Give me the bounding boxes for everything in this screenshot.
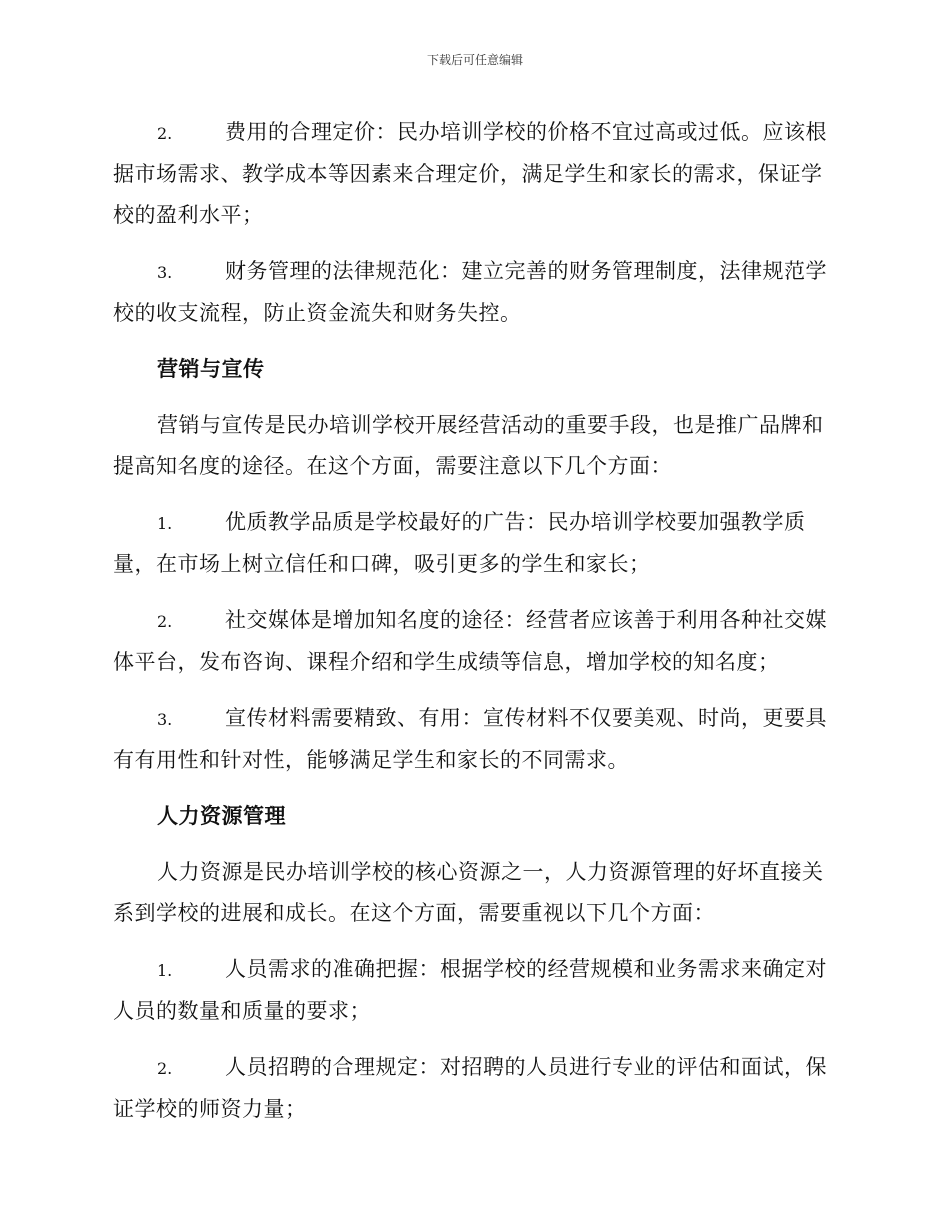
list-item (113, 112, 833, 236)
list-item-text: 宣传材料需要精致、有用：宣传材料不仅要美观、时尚，更要具有有用性和针对性，能够满足学生和家长的不同需求。 (113, 706, 827, 772)
list-item-text: 财务管理的法律规范化：建立完善的财务管理制度，法律规范学校的收支流程，防止资金流失和财务失控。 (113, 259, 827, 325)
list-number: 2. (157, 612, 173, 631)
section-heading: 营销与宣传 (157, 357, 265, 381)
list-item (113, 251, 833, 334)
list-item (113, 600, 833, 683)
list-number: 2. (157, 124, 173, 143)
list-number: 1. (157, 961, 173, 980)
list-number: 3. (157, 710, 173, 729)
list-item (113, 949, 833, 1032)
list-number: 2. (157, 1059, 173, 1078)
paragraph: 人力资源是民办培训学校的核心资源之一，人力资源管理的好坏直接关系到学校的进展和成长。在这个方面，需要重视以下几个方面： (113, 860, 824, 925)
list-item (113, 698, 833, 781)
page-header: 下载后可任意编辑 (426, 53, 523, 67)
list-item-text: 人员需求的准确把握：根据学校的经营规模和业务需求来确定对人员的数量和质量的要求； (113, 957, 827, 1023)
list-item-text: 社交媒体是增加知名度的途径：经营者应该善于利用各种社交媒体平台，发布咨询、课程介绍和学生成绩等信息，增加学校的知名度； (113, 608, 827, 674)
list-number: 3. (157, 263, 173, 282)
list-item (113, 502, 833, 585)
list-item-text: 费用的合理定价：民办培训学校的价格不宜过高或过低。应该根据市场需求、教学成本等因素来合理定价，满足学生和家长的需求，保证学校的盈利水平； (113, 120, 827, 227)
list-item-text: 优质教学品质是学校最好的广告：民办培训学校要加强教学质量，在市场上树立信任和口碑，吸引更多的学生和家长； (113, 510, 806, 576)
paragraph: 营销与宣传是民办培训学校开展经营活动的重要手段，也是推广品牌和提高知名度的途径。在这个方面，需要注意以下几个方面： (113, 413, 824, 478)
list-item-text: 人员招聘的合理规定：对招聘的人员进行专业的评估和面试，保证学校的师资力量； (113, 1055, 827, 1121)
section-heading: 人力资源管理 (157, 804, 286, 828)
list-number: 1. (157, 514, 173, 533)
list-item (113, 1047, 833, 1130)
document-body (113, 112, 833, 1130)
